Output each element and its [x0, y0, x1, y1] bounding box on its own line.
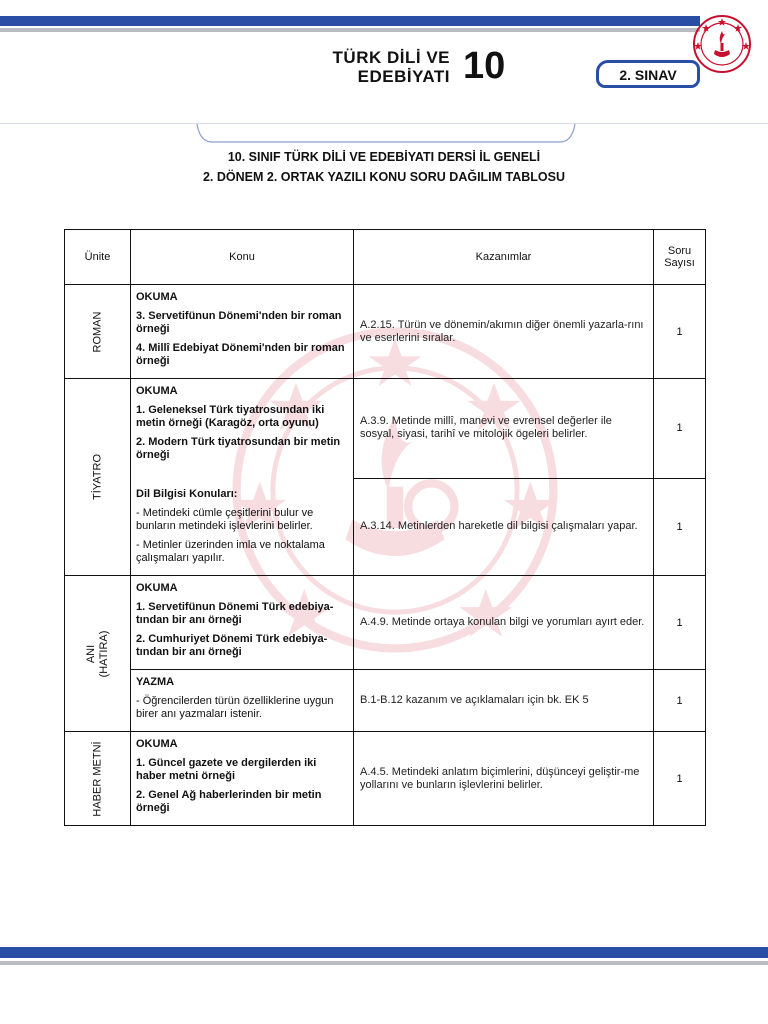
question-count: 1 [654, 478, 706, 575]
table-header-row [65, 230, 706, 285]
header-unit: Ünite [65, 230, 131, 285]
header-count-line1: Soru [667, 245, 692, 257]
topic-item: 3. Servetifünun Dönemi'nden bir roman örneği [136, 310, 342, 335]
topic-cell-haber [131, 732, 354, 826]
outcome-cell: A.3.9. Metinde millî, manevi ve evrensel değerler ile sosyal, siyasi, tarihî ve mitolojik ögeleri belirler. [354, 379, 654, 479]
question-count: 1 [654, 732, 706, 826]
topic-item: - Metindeki cümle çeşitlerini bulur ve bunların metindeki işlevlerini belirler. [136, 507, 314, 532]
outcome-cell: A.2.15. Türün ve dönemin/akımın diğer önemli yazarla-rını ve eserlerini sıralar. [354, 285, 654, 379]
question-count: 1 [654, 576, 706, 670]
table-row [65, 285, 706, 379]
topic-item: 2. Modern Türk tiyatrosundan bir metin örneği [136, 436, 341, 461]
topic-cell-ani-yazma [131, 670, 354, 732]
exam-badge-label: 2. SINAV [619, 67, 677, 83]
outcome-cell: A.4.5. Metindeki anlatım biçimlerini, düşünceyi geliştir-me yollarını ve bunların işlevlerini belirler. [354, 732, 654, 826]
unit-label-ani [85, 630, 111, 677]
table-row [65, 670, 706, 732]
header-topic: Konu [131, 230, 354, 285]
unit-label-roman: ROMAN [91, 311, 103, 352]
outcome-cell: B.1-B.12 kazanım ve açıklamaları için bk. EK 5 [354, 670, 654, 732]
unit-cell-roman [65, 285, 131, 379]
unit-cell-tiyatro [65, 379, 131, 576]
subject-line-1: TÜRK DİLİ VE [332, 48, 450, 67]
topic-item: 1. Servetifünun Dönemi Türk edebiya-tından bir anı örneği [136, 601, 334, 626]
topic-cell-ani-okuma [131, 576, 354, 670]
header-count [654, 230, 706, 285]
topic-heading: OKUMA [136, 385, 178, 397]
subject-title [306, 48, 450, 86]
top-blue-bar [0, 16, 700, 26]
header-tab-decoration [196, 124, 576, 144]
topic-distribution-table [64, 229, 706, 826]
table-row [65, 576, 706, 670]
doc-title-line-2: 2. DÖNEM 2. ORTAK YAZILI KONU SORU DAĞILIM TABLOSU [202, 170, 566, 184]
bottom-gray-bar [0, 961, 768, 965]
question-count: 1 [654, 379, 706, 479]
outcome-cell: A.4.9. Metinde ortaya konulan bilgi ve yorumları ayırt eder. [354, 576, 654, 670]
topic-item: 1. Geleneksel Türk tiyatrosundan iki metin örneği (Karagöz, orta oyunu) [136, 404, 325, 429]
doc-title-line-1: 10. SINIF TÜRK DİLİ VE EDEBİYATI DERSİ İL GENELİ [227, 150, 541, 164]
outcome-cell: A.3.14. Metinlerden hareketle dil bilgisi çalışmaları yapar. [354, 478, 654, 575]
subject-line-2: EDEBİYATI [357, 67, 450, 86]
top-gray-bar [0, 28, 700, 32]
ministry-seal-icon [692, 14, 752, 74]
topic-heading: Dil Bilgisi Konuları: [136, 488, 238, 500]
topic-item: - Öğrencilerden türün özelliklerine uygun birer anı yazmaları istenir. [136, 695, 334, 720]
topic-cell-roman [131, 285, 354, 379]
header-outcomes: Kazanımlar [354, 230, 654, 285]
topic-item: 4. Millî Edebiyat Dönemi'nden bir roman örneği [136, 342, 345, 367]
topic-heading: OKUMA [136, 582, 178, 594]
unit-cell-haber [65, 732, 131, 826]
topic-cell-tiyatro [131, 379, 354, 576]
topic-heading: OKUMA [136, 291, 178, 303]
topic-heading: YAZMA [136, 676, 175, 688]
header-count-line2: Sayısı [664, 257, 695, 269]
unit-label-ani-line1: ANI [84, 644, 97, 663]
unit-cell-ani [65, 576, 131, 732]
bottom-blue-bar [0, 947, 768, 958]
topic-item: 2. Genel Ağ haberlerinden bir metin örneği [136, 789, 322, 814]
unit-label-haber: HABER METNİ [91, 740, 103, 817]
unit-label-ani-line2: (HATIRA) [97, 630, 110, 677]
question-count: 1 [654, 670, 706, 732]
table-row [65, 379, 706, 479]
question-count: 1 [654, 285, 706, 379]
topic-item: 1. Güncel gazete ve dergilerden iki haber metni örneği [136, 757, 317, 782]
table-row [65, 732, 706, 826]
grade-number: 10 [463, 45, 506, 87]
unit-label-tiyatro: TİYATRO [91, 453, 103, 501]
topic-item: 2. Cumhuriyet Dönemi Türk edebiya-tından bir anı örneği [136, 633, 328, 658]
exam-badge [596, 60, 700, 88]
topic-heading: OKUMA [136, 738, 178, 750]
topic-item: - Metinler üzerinden imla ve noktalama çalışmaları yapılır. [136, 539, 325, 564]
